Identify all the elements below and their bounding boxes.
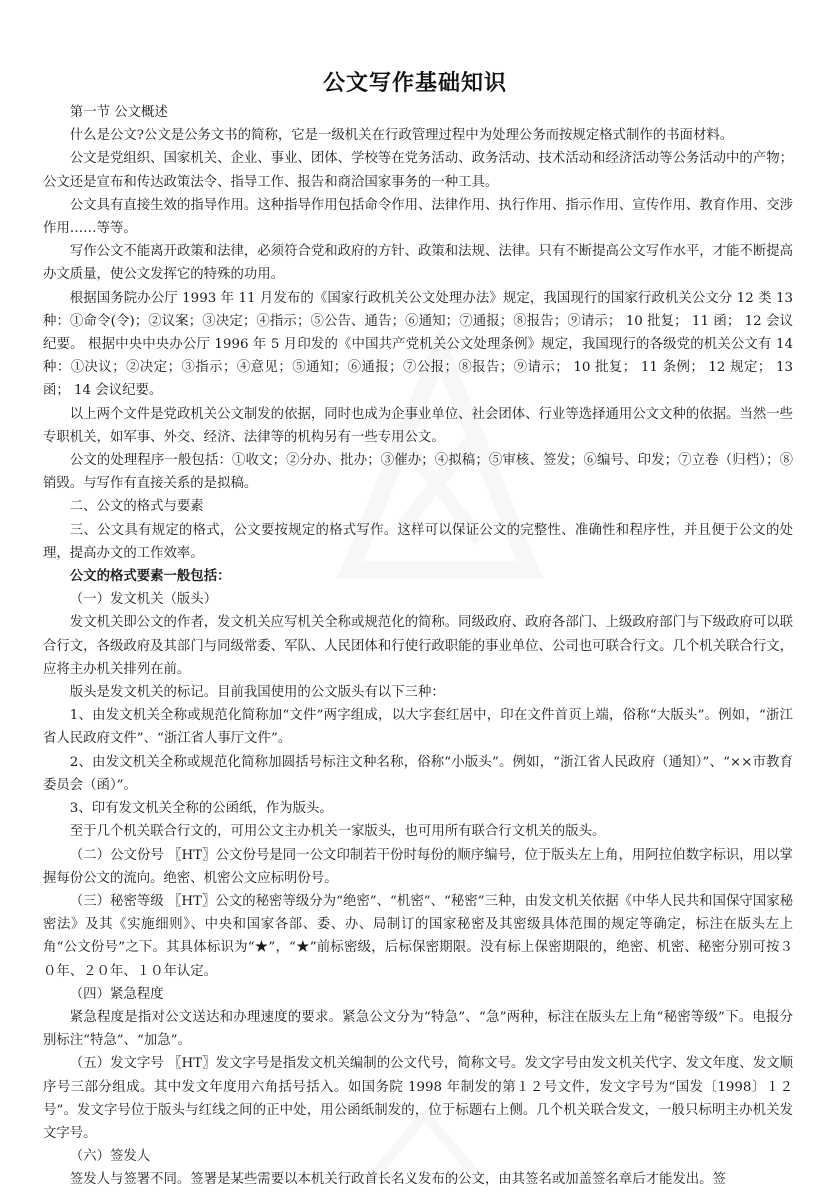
document-body bbox=[43, 101, 793, 1192]
list-item: 1、由发文机关全称或规范化简称加“文件”两字组成，以大字套红居中，印在文件首页上端，俗称“大版头”。例如，“浙江省人民政府文件”、“浙江省人事厅文件”。 bbox=[43, 708, 793, 747]
paragraph: 三、公文具有规定的格式，公文要按规定的格式写作。这样可以保证公文的完整性、准确性和程序性，并且便于公文的处理，提高办文的工作效率。 bbox=[43, 522, 793, 561]
paragraph: 公文是党组织、国家机关、企业、事业、团体、学校等在党务活动、政务活动、技术活动和经济活动等公务活动中的产物；公文还是宣布和传达政策法令、指导工作、报告和商洽国家事务的一种工具。 bbox=[43, 151, 793, 190]
paragraph: （二）公文份号 〖HT〗公文份号是同一公文印制若干份时每份的顺序编号，位于版头左上角，用阿拉伯数字标识，用以掌握每份公文的流向。绝密、机密公文应标明份号。 bbox=[43, 847, 793, 886]
paragraph: 根据国务院办公厅 1993 年 11 月发布的《国家行政机关公文处理办法》规定，我国现行的国家行政机关公文分 12 类 13 种：①命令(令)；②议案；③决定；④指示；⑤公告、通告；⑥通知；⑦通报；⑧报告；⑨请示； 10 批复； 11 函； 12 会议纪要。 根据中央中央办公厅 1996 年 5 月印发的《中国共产党机关公文处理条例》规定，我国现行的各级党的机关公文有 14 种：①决议；②决定；③指示；④意见；⑤通知；⑥通报；⑦公报；⑧报告；⑨请示； 10 批复； 11 条例； 12 规定； 13 函； 14 会议纪要。 bbox=[43, 290, 793, 399]
subsection-heading: （一）发文机关（版头） bbox=[69, 592, 218, 608]
list-item: 2、由发文机关全称或规范化简称加圆括号标注文种名称，俗称“小版头”。例如，“浙江省人民政府（通知）”、“××市教育委员会（函）”。 bbox=[43, 754, 793, 793]
paragraph: 版头是发文机关的标记。目前我国使用的公文版头有以下三种： bbox=[69, 685, 445, 701]
paragraph: 紧急程度是指对公文送达和办理速度的要求。紧急公文分为“特急”、“急”两种，标注在版头左上角“秘密等级”下。电报分别标注“特急”、“加急”。 bbox=[43, 1009, 793, 1049]
paragraph: （五）发文字号 〖HT〗发文字号是指发文机关编制的公文代号，简称文号。发文字号由发文机关代字、发文年度、发文顺序号三部分组成。其中发文年度用六角括号括入。如国务院 1998 年制发的第１２号文件，发文字号为“国发〔1998〕１２号”。发文字号位于版头与红线之间的正中处，用公函纸制发的，位于标题右上侧。几个机关联合发文，一般只标明主办机关发文字号。 bbox=[43, 1056, 793, 1141]
subsection-heading: （四）紧急程度 bbox=[69, 986, 164, 1002]
subsection-heading: （六）签发人 bbox=[69, 1149, 151, 1165]
paragraph: 以上两个文件是党政机关公文制发的依据，同时也成为企事业单位、社会团体、行业等选择通用公文文种的依据。当然一些专职机关，如军事、外交、经济、法律等的机构另有一些专用公文。 bbox=[43, 406, 793, 445]
paragraph: （三）秘密等级 〖HT〗公文的秘密等级分为“绝密”、“机密”、“秘密”三种，由发文机关依据《中华人民共和国保守国家秘密法》及其《实施细则》、中央和国家各部、委、办、局制订的国家秘密及其密级具体范围的规定等确定，标注在版头左上角“公文份号”之下。其具体标识为“★”，“★”前标密级，后标保密期限。没有标上保密期限的，绝密、机密、秘密分别可按３０年、２０年、１０年认定。 bbox=[43, 893, 793, 979]
paragraph: 至于几个机关联合行文的，可用公文主办机关一家版头，也可用所有联合行文机关的版头。 bbox=[69, 824, 606, 840]
section-heading: 二、公文的格式与要素 bbox=[69, 499, 204, 515]
list-item: 3、印有发文机关全称的公函纸，作为版头。 bbox=[69, 801, 333, 817]
paragraph: 写作公文不能离开政策和法律，必须符合党和政府的方针、政策和法规、法律。只有不断提高公文写作水平，才能不断提高办文质量，使公文发挥它的特殊的功用。 bbox=[43, 244, 793, 283]
paragraph: 发文机关即公文的作者，发文机关应写机关全称或规范化的简称。同级政府、政府各部门、上级政府部门与下级政府可以联合行文，各级政府及其部门与同级常委、军队、人民团体和行使行政职能的事业单位、公司也可联合行文。几个机关联合行文，应将主办机关排列在前。 bbox=[43, 615, 793, 677]
paragraph: 公文具有直接生效的指导作用。这种指导作用包括命令作用、法律作用、执行作用、指示作用、宣传作用、教育作用、交涉作用……等等。 bbox=[43, 197, 793, 237]
paragraph: 签发人与签署不同。签署是某些需要以本机关行政首长名义发布的公文，由其签名或加盖签名章后才能发出。签 bbox=[69, 1172, 726, 1188]
document-title: 公文写作基础知识 bbox=[322, 70, 507, 96]
paragraph: 公文的处理程序一般包括：①收文；②分办、批办；③催办；④拟稿；⑤审核、签发；⑥编号、印发；⑦立卷（归档）；⑧销毁。与写作有直接关系的是拟稿。 bbox=[43, 453, 793, 492]
section-heading: 第一节 公文概述 bbox=[69, 105, 168, 120]
bold-heading: 公文的格式要素一般包括： bbox=[69, 568, 231, 585]
paragraph: 什么是公文?公文是公务文书的简称，它是一级机关在行政管理过程中为处理公务而按规定格式制作的书面材料。 bbox=[69, 128, 734, 144]
